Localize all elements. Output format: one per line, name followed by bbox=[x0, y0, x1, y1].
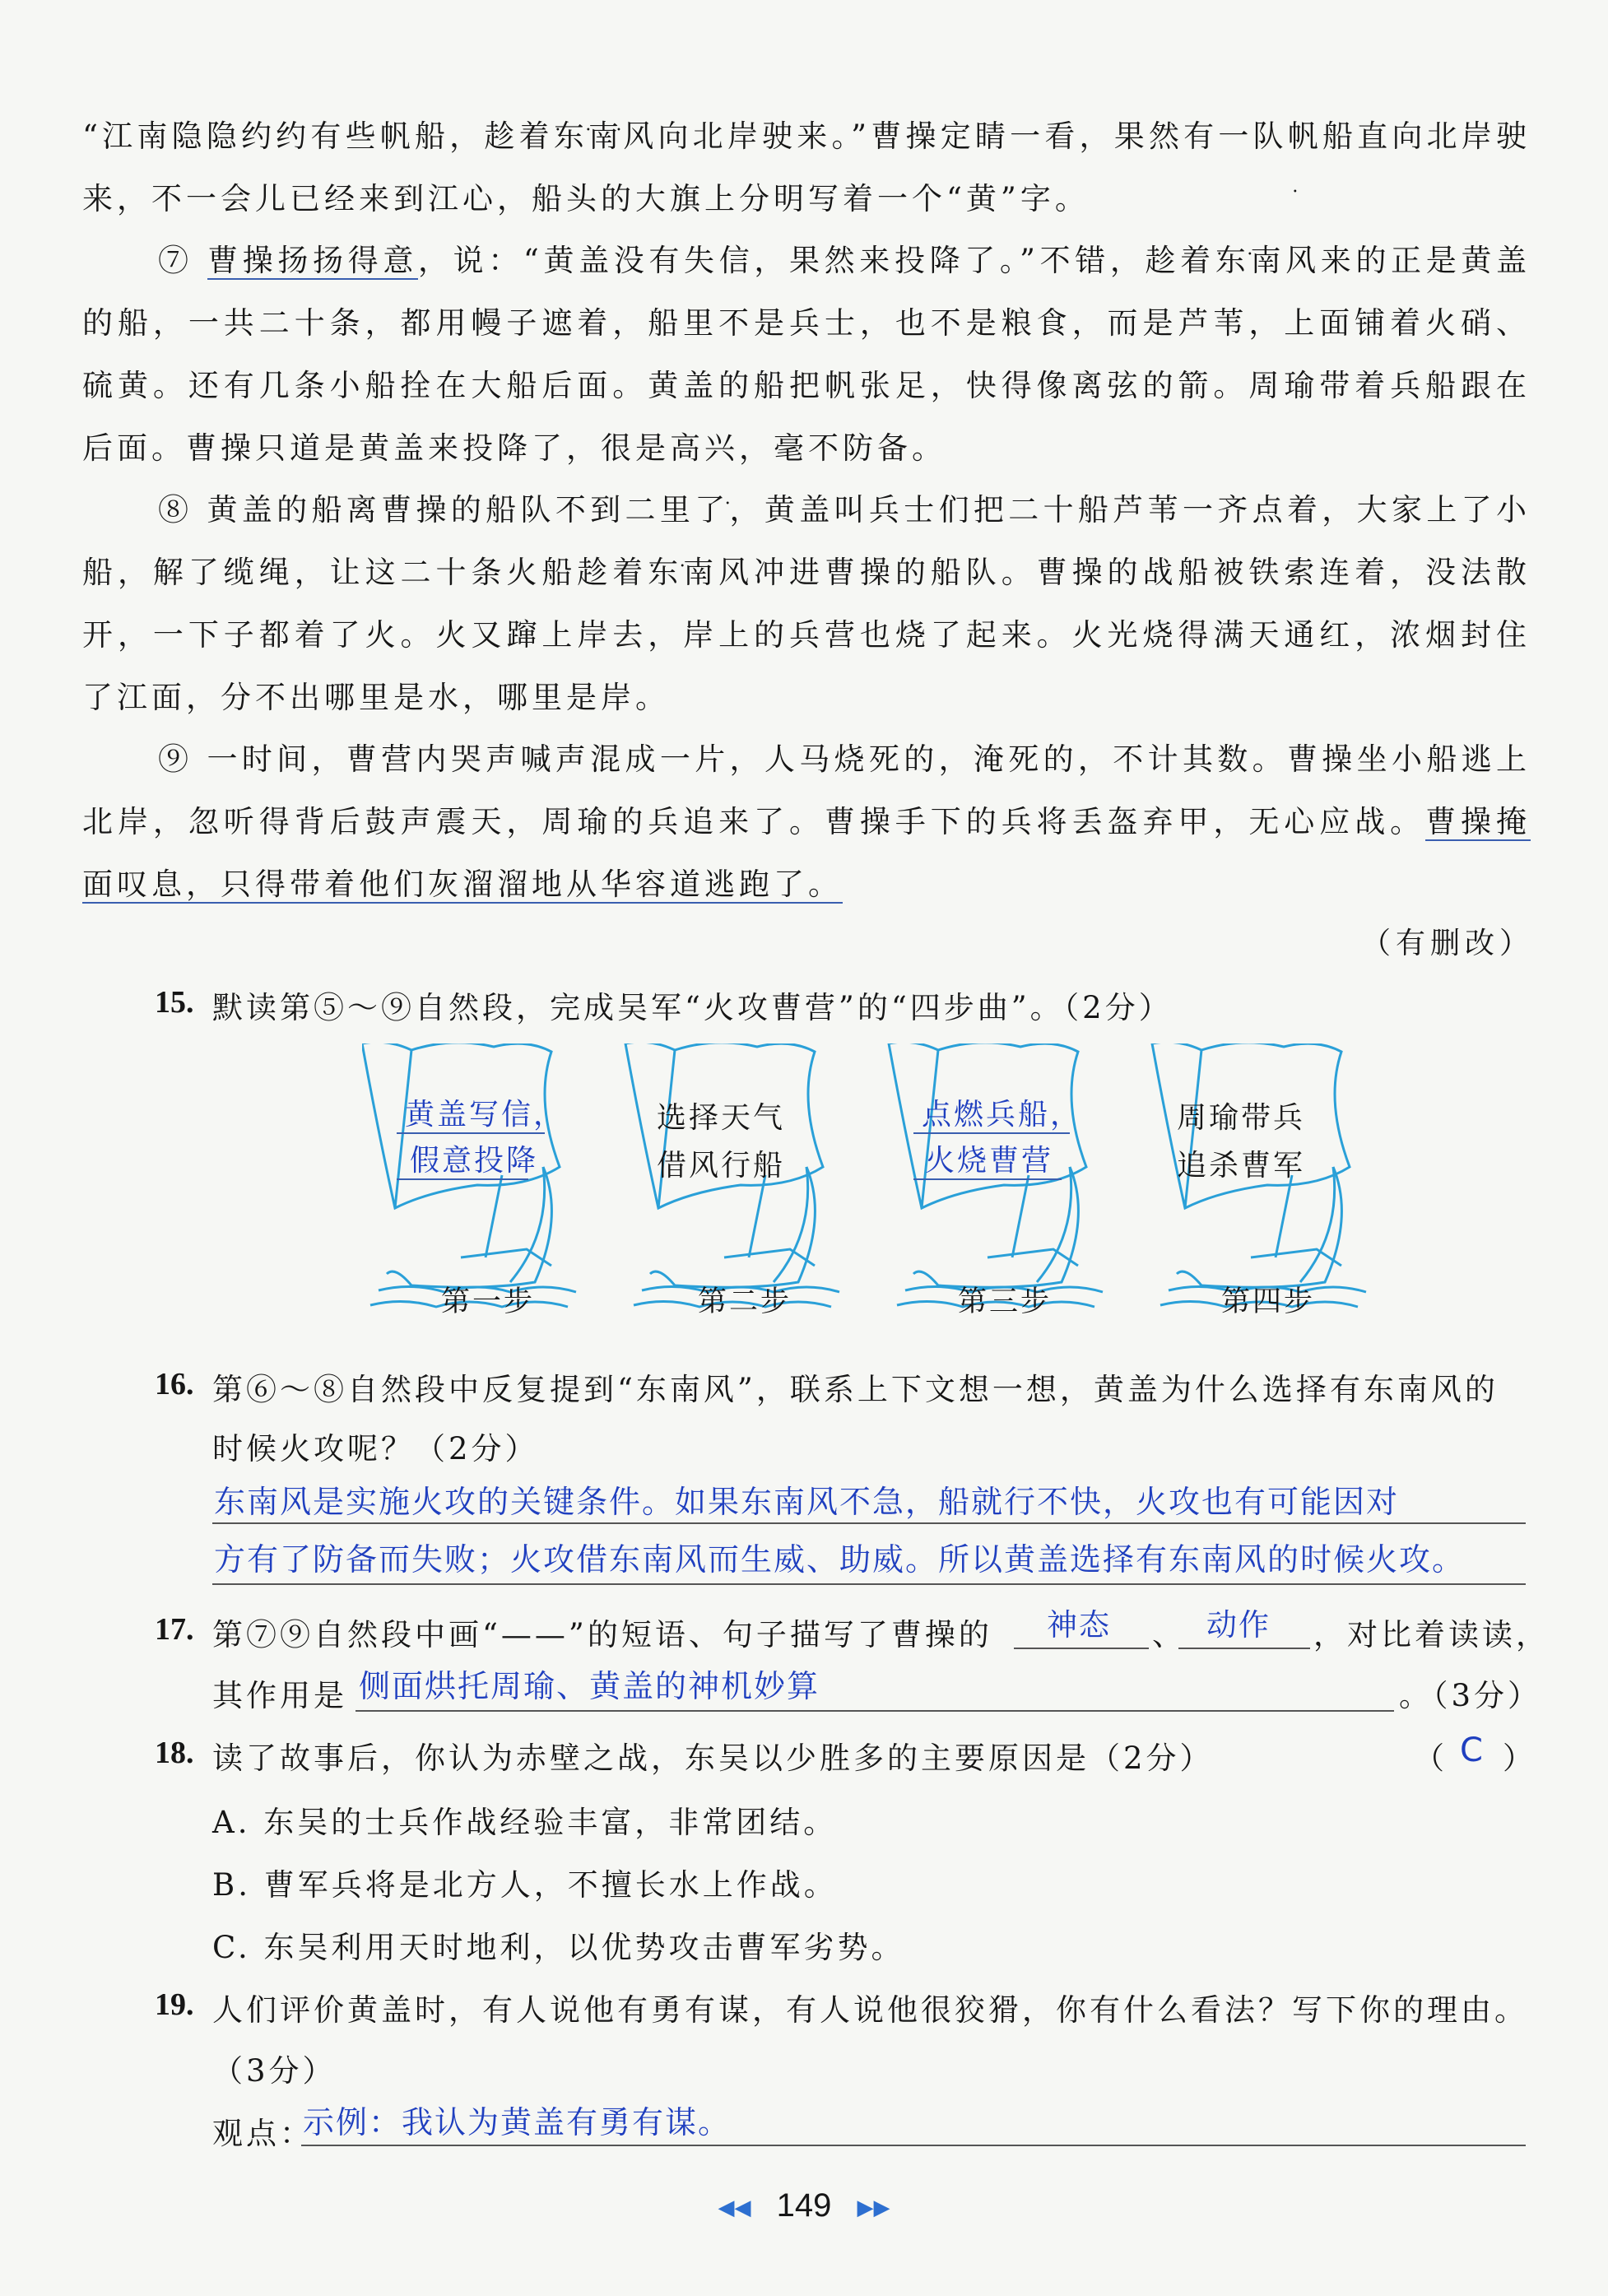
sailboats-illustration bbox=[362, 1043, 1547, 1340]
paragraph-7 bbox=[82, 230, 1531, 480]
q16-number: 16. bbox=[155, 1367, 194, 1401]
step-1-line-2: 假意投降 bbox=[410, 1144, 539, 1178]
p7-underlined-phrase: 曹操扬扬得意 bbox=[207, 243, 418, 278]
q17-text-c: 其作用是 bbox=[212, 1678, 347, 1713]
p6-dotted-word: 东南风 • • • bbox=[554, 119, 658, 154]
footer-right-arrows-icon: ▶▶ bbox=[857, 2194, 890, 2219]
p8-dotted-word: 东南风 • • • bbox=[648, 555, 754, 590]
q17-text-a: 第⑦⑨自然段中画“——”的短语、句子描写了曹操的 bbox=[212, 1617, 992, 1652]
q16-text-line-1: 第⑥～⑧自然段中反复提到“东南风”，联系上下文想一想，黄盖为什么选择有东南风的 bbox=[212, 1372, 1499, 1407]
q18-text: 读了故事后，你认为赤壁之战，东吴以少胜多的主要原因是（2分） bbox=[212, 1741, 1214, 1776]
step-2-label: 第二步 bbox=[698, 1285, 792, 1318]
page-footer bbox=[0, 2187, 1608, 2224]
step-3-underline-1 bbox=[913, 1132, 1070, 1134]
q16-text-line-2: 时候火攻呢？（2分） bbox=[212, 1431, 539, 1466]
q18-paren-close: ） bbox=[1503, 1741, 1536, 1776]
step-4-label: 第四步 bbox=[1221, 1285, 1316, 1318]
p6-text-b: 向北岸驶来。”曹操定睛一看，果然有一队帆船直向北岸驶来，不一会儿已经来到江心，船头的大旗上分明写着一个“黄”字。 bbox=[82, 119, 1531, 216]
step-1-underline-2 bbox=[397, 1178, 528, 1180]
p7-text-b: 来的正是黄盖的船，一共二十条，都用幔子遮着，船里不是兵士，也不是粮食，而是芦苇，上面铺着火硝、硫黄。还有几条小船拴在大船后面。黄盖的船把帆张足，快得像离弦的箭。周瑜带着兵船跟在后面。曹操只道是黄盖来投降了，很是高兴，毫不防备。 bbox=[82, 243, 1531, 466]
q17-separator: 、 bbox=[1152, 1617, 1186, 1652]
step-4-line-1: 周瑜带兵 bbox=[1177, 1101, 1306, 1135]
p8-text-b: 冲进曹操的船队。曹操的战船被铁索连着，没法散开，一下子都着了火。火又蹿上岸去，岸上的兵营也烧了起来。火光烧得满天通红，浓烟封住了江面，分不出哪里是水，哪里是岸。 bbox=[82, 555, 1531, 715]
q18-number: 18. bbox=[155, 1736, 194, 1770]
q17-blank-1-rule bbox=[1014, 1648, 1149, 1649]
q16-answer-line-1: 东南风是实施火攻的关键条件。如果东南风不急，船就行不快，火攻也有可能因对 bbox=[214, 1484, 1400, 1520]
p9-number: ⑨ bbox=[158, 741, 193, 777]
q19-number: 19. bbox=[155, 1987, 194, 2022]
p7-dotted-word: 东南风 • • • bbox=[1215, 243, 1321, 278]
step-3-line-2: 火烧曹营 bbox=[925, 1144, 1054, 1178]
q17-answer-rule bbox=[356, 1710, 1394, 1712]
step-3-underline-2 bbox=[913, 1178, 1062, 1180]
step-2-line-1: 选择天气 bbox=[657, 1101, 786, 1135]
q18-answer: C bbox=[1460, 1731, 1485, 1769]
four-step-diagram bbox=[362, 1043, 1547, 1340]
step-3-label: 第三步 bbox=[958, 1285, 1053, 1318]
step-1-line-1: 黄盖写信， bbox=[405, 1098, 566, 1132]
q17-number: 17. bbox=[155, 1612, 194, 1647]
q18-option-c: C. 东吴利用天时地利，以优势攻击曹军劣势。 bbox=[212, 1930, 905, 1965]
q17-text-b: ，对比着读读， bbox=[1313, 1617, 1550, 1652]
step-3-line-1: 点燃兵船， bbox=[922, 1098, 1083, 1132]
p8-text-a: 黄盖的船离曹操的船队不到二里了，黄盖叫兵士们把二十船芦苇一齐点着，大家上了小船，解了缆绳，让这二十条火船趁着 bbox=[82, 492, 1531, 590]
step-2-line-2: 借风行船 bbox=[657, 1149, 786, 1183]
paragraph-8 bbox=[82, 479, 1531, 729]
q17-answer: 侧面烘托周瑜、黄盖的神机妙算 bbox=[359, 1668, 820, 1704]
q17-blank-2-rule bbox=[1178, 1648, 1310, 1649]
q19-text-line-2: （3分） bbox=[212, 2053, 337, 2089]
q15-number: 15. bbox=[155, 985, 194, 1020]
q16-answer-line-2: 方有了防备而失败；火攻借东南风而生威、助威。所以黄盖选择有东南风的时候火攻。 bbox=[214, 1541, 1466, 1578]
p9-underlined-sentence: 曹操掩面叹息，只得带着他们灰溜溜地从华容道逃跑了。 bbox=[82, 804, 1531, 902]
q19-answer: 示例：我认为黄盖有勇有谋。 bbox=[303, 2104, 732, 2140]
page-number: 149 bbox=[776, 2187, 832, 2224]
paragraph-9 bbox=[82, 728, 1531, 916]
p8-number: ⑧ bbox=[158, 492, 193, 528]
q18-option-b: B. 曹军兵将是北方人，不擅长水上作战。 bbox=[212, 1867, 838, 1903]
q15-text: 默读第⑤～⑨自然段，完成吴军“火攻曹营”的“四步曲”。（2分） bbox=[212, 990, 1173, 1025]
p7-number: ⑦ bbox=[158, 243, 193, 278]
q16-answer-rule-2 bbox=[212, 1583, 1526, 1585]
q19-answer-rule bbox=[301, 2145, 1526, 2146]
step-4-line-2: 追杀曹军 bbox=[1177, 1149, 1306, 1183]
p9-text-a: 一时间，曹营内哭声喊声混成一片，人马烧死的，淹死的，不计其数。曹操坐小船逃上北岸，忽听得背后鼓声震天，周瑜的兵追来了。曹操手下的兵将丢盔弃甲，无心应战。 bbox=[82, 741, 1531, 839]
q16-answer-rule-1 bbox=[212, 1522, 1526, 1524]
q17-blank-2-answer: 动作 bbox=[1206, 1607, 1271, 1643]
q19-text-line-1: 人们评价黄盖时，有人说他有勇有谋，有人说他很狡猾，你有什么看法？写下你的理由。 bbox=[212, 1992, 1528, 2028]
step-1-underline-1 bbox=[397, 1132, 545, 1134]
q17-blank-1-answer: 神态 bbox=[1047, 1607, 1111, 1643]
p7-text-a: ，说：“黄盖没有失信，果然来投降了。”不错，趁着 bbox=[417, 243, 1215, 278]
q17-score: 。（3分） bbox=[1399, 1678, 1542, 1713]
step-1-label: 第一步 bbox=[441, 1285, 536, 1318]
q18-option-a: A. 东吴的士兵作战经验丰富，非常团结。 bbox=[212, 1805, 838, 1840]
footer-left-arrows-icon: ◀◀ bbox=[718, 2194, 751, 2219]
source-note: （有删改） bbox=[1360, 927, 1534, 960]
q19-label: 观点： bbox=[212, 2116, 314, 2151]
q18-paren-open: （ bbox=[1414, 1741, 1448, 1776]
p6-text-a: “江南隐隐约约有些帆船，趁着 bbox=[82, 119, 554, 154]
